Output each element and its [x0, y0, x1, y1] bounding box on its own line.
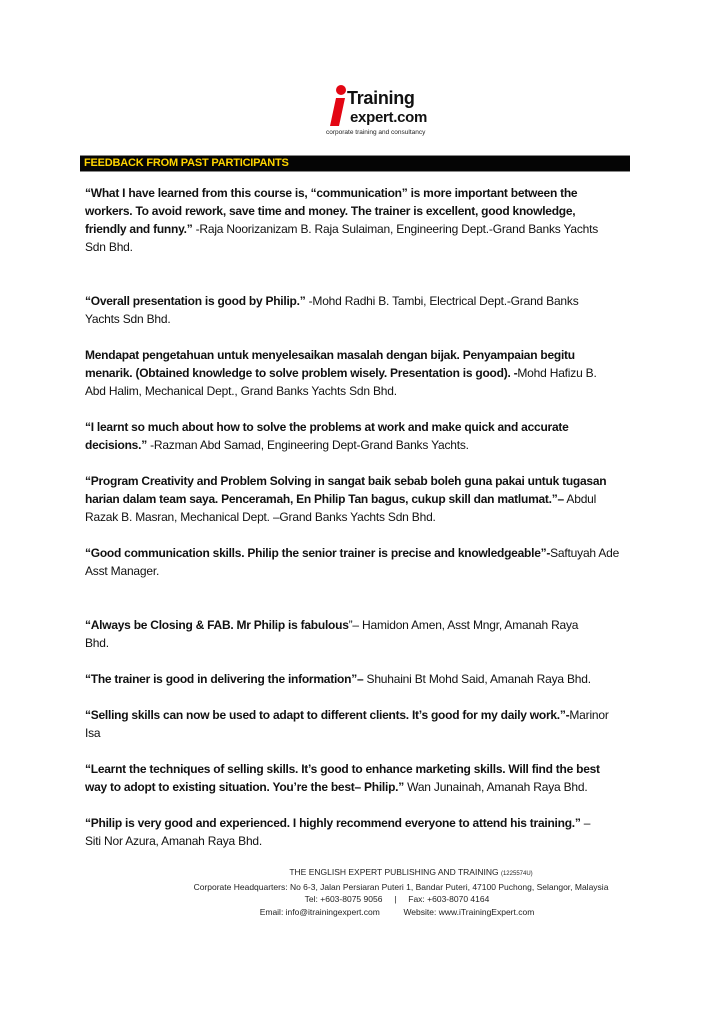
- logo-training-text: Training: [347, 88, 415, 108]
- feedback-item: [85, 706, 645, 742]
- feedback-line: Abd Halim, Mechanical Dept., Grand Banks Yachts Sdn Bhd.: [85, 384, 397, 398]
- feedback-line: Bhd.: [85, 636, 109, 650]
- feedback-line: “What I have learned from this course is, “communication” is more important between the: [85, 186, 578, 200]
- feedback-line: Siti Nor Azura, Amanah Raya Bhd.: [85, 834, 263, 848]
- footer-reg-no: (1225574U): [500, 871, 533, 877]
- feedback-line: decisions.” -Razman Abd Samad, Engineering Dept-Grand Banks Yachts.: [85, 438, 469, 452]
- feedback-line: Asst Manager.: [85, 564, 160, 578]
- feedback-item: [85, 544, 645, 580]
- feedback-line: harian dalam team saya. Penceramah, En Philip Tan bagus, cukup skill dan matlumat.”– Abdul: [85, 492, 597, 506]
- company-logo: [326, 84, 466, 140]
- feedback-line: “Program Creativity and Problem Solving in sangat baik sebab boleh guna pakai untuk tugasan: [85, 474, 607, 488]
- footer-fax: Fax: +603-8070 4164: [408, 894, 490, 904]
- feedback-line: Mendapat pengetahuan untuk menyelesaikan masalah dengan bijak. Penyampaian begitu: [85, 348, 575, 362]
- feedback-line: “Overall presentation is good by Philip.” -Mohd Radhi B. Tambi, Electrical Dept.-Grand Banks: [85, 294, 579, 308]
- feedback-line: “Always be Closing & FAB. Mr Philip is fabulous”– Hamidon Amen, Asst Mngr, Amanah Raya: [85, 618, 579, 632]
- feedback-item: [85, 292, 645, 328]
- footer-company: THE ENGLISH EXPERT PUBLISHING AND TRAINING: [289, 867, 499, 877]
- section-banner: [80, 155, 630, 172]
- footer-phone-line: [66, 893, 728, 906]
- footer-tel: Tel: +603-8075 9056: [304, 894, 383, 904]
- feedback-item: [85, 418, 645, 454]
- feedback-line: Yachts Sdn Bhd.: [85, 312, 171, 326]
- feedback-item: [85, 616, 645, 652]
- feedback-line: “The trainer is good in delivering the information”– Shuhaini Bt Mohd Said, Amanah Raya Bhd.: [85, 672, 591, 686]
- section-title: FEEDBACK FROM PAST PARTICIPANTS: [84, 157, 289, 169]
- page-footer: [0, 866, 728, 918]
- feedback-line: “I learnt so much about how to solve the problems at work and make quick and accurate: [85, 420, 569, 434]
- footer-address: Corporate Headquarters: No 6-3, Jalan Persiaran Puteri 1, Bandar Puteri, 47100 Puchong, Selangor, Malaysia: [193, 881, 609, 892]
- footer-website[interactable]: Website: www.iTrainingExpert.com: [403, 906, 535, 917]
- feedback-item: [85, 184, 645, 256]
- feedback-line: Sdn Bhd.: [85, 240, 133, 254]
- footer-email[interactable]: Email: info@itrainingexpert.com: [259, 906, 380, 917]
- feedback-line: way to adopt to existing situation. You’re the best– Philip.” Wan Junainah, Amanah Raya Bhd.: [85, 780, 588, 794]
- feedback-line: “Learnt the techniques of selling skills. It’s good to enhance marketing skills. Will find the best: [85, 762, 600, 776]
- feedback-item: [85, 760, 645, 796]
- feedback-line: Razak B. Masran, Mechanical Dept. –Grand Banks Yachts Sdn Bhd.: [85, 510, 436, 524]
- feedback-line: “Selling skills can now be used to adapt to different clients. It’s good for my daily work.”-Marinor: [85, 708, 609, 722]
- feedback-line: Isa: [85, 726, 101, 740]
- logo-tagline: corporate training and consultancy: [326, 129, 426, 136]
- feedback-item: [85, 814, 645, 850]
- feedback-item: [85, 472, 645, 526]
- feedback-list: [85, 184, 645, 850]
- footer-company-line: [94, 866, 728, 881]
- feedback-line: friendly and funny.” -Raja Noorizanizam B. Raja Sulaiman, Engineering Dept.-Grand Banks Yachts: [85, 222, 599, 236]
- feedback-line: “Good communication skills. Philip the senior trainer is precise and knowledgeable”-Saftuyah Ade: [85, 546, 620, 560]
- feedback-item: [85, 670, 645, 688]
- feedback-line: workers. To avoid rework, save time and money. The trainer is excellent, good knowledge,: [85, 204, 576, 218]
- feedback-line: menarik. (Obtained knowledge to solve problem wisely. Presentation is good). -Mohd Hafizu B.: [85, 366, 597, 380]
- logo-expert-text: expert.com: [350, 109, 428, 126]
- feedback-line: “Philip is very good and experienced. I highly recommend everyone to attend his training.” –: [85, 816, 591, 830]
- footer-separator: |: [394, 894, 397, 904]
- footer-contact-line: [66, 906, 728, 919]
- feedback-item: [85, 346, 645, 400]
